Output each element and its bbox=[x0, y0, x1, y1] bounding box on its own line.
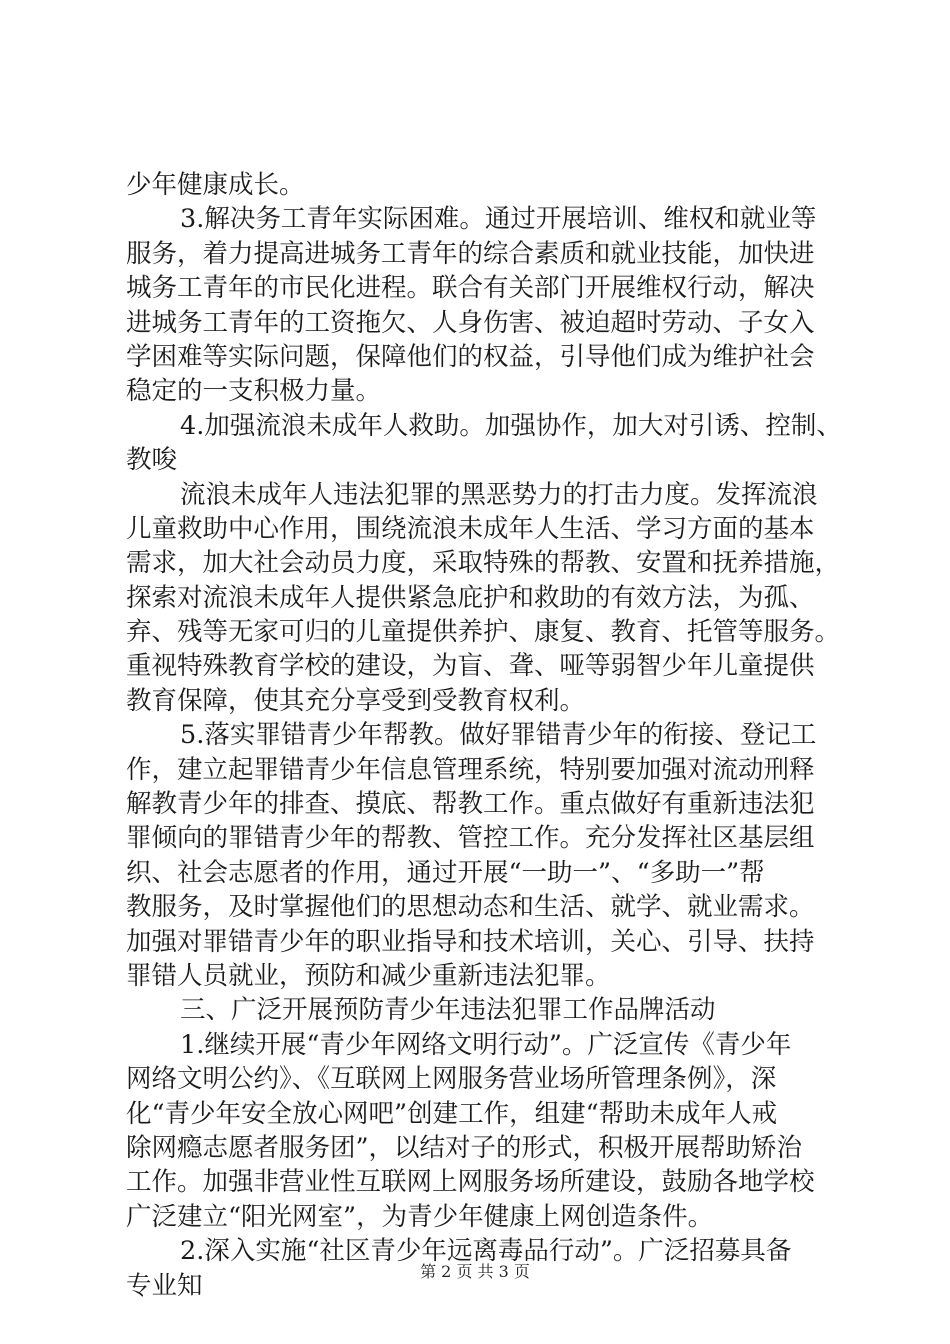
text-line: 学困难等实际问题，保障他们的权益，引导他们成为维护社会 bbox=[126, 341, 815, 372]
text-line: 专业知 bbox=[126, 1270, 203, 1301]
text-line: 2.深入实施“社区青少年远离毒品行动”。广泛招募具备 bbox=[180, 1236, 792, 1267]
text-line: 工作。加强非营业性互联网上网服务场所建设，鼓励各地学校 bbox=[126, 1167, 815, 1198]
text-line: 罪倾向的罪错青少年的帮教、管控工作。充分发挥社区基层组 bbox=[126, 823, 815, 854]
text-line: 化“青少年安全放心网吧”创建工作，组建“帮助未成年人戒 bbox=[126, 1098, 778, 1129]
text-line: 弃、残等无家可归的儿童提供养护、康复、教育、托管等服务。 bbox=[126, 617, 841, 648]
text-line: 广泛建立“阳光网室”，为青少年健康上网创造条件。 bbox=[126, 1201, 714, 1232]
text-line: 解教青少年的排查、摸底、帮教工作。重点做好有重新违法犯 bbox=[126, 789, 815, 820]
text-line: 重视特殊教育学校的建设，为盲、聋、哑等弱智少年儿童提供 bbox=[126, 651, 815, 682]
text-line: 教唆 bbox=[126, 445, 178, 476]
text-line: 三、广泛开展预防青少年违法犯罪工作品牌活动 bbox=[180, 995, 716, 1026]
text-line: 罪错人员就业，预防和减少重新违法犯罪。 bbox=[126, 960, 611, 991]
text-line: 加强对罪错青少年的职业指导和技术培训，关心、引导、扶持 bbox=[126, 926, 815, 957]
text-line: 少年健康成长。 bbox=[126, 170, 305, 200]
document-body bbox=[126, 168, 842, 1303]
text-line: 教服务，及时掌握他们的思想动态和生活、就学、就业需求。 bbox=[126, 892, 815, 923]
text-line: 1.继续开展“青少年网络文明行动”。广泛宣传《青少年 bbox=[180, 1029, 792, 1060]
text-line: 稳定的一支积极力量。 bbox=[126, 376, 382, 407]
text-line: 需求，加大社会动员力度，采取特殊的帮教、安置和抚养措施， bbox=[126, 548, 841, 579]
text-line: 探索对流浪未成年人提供紧急庇护和救助的有效方法，为孤、 bbox=[126, 582, 815, 613]
text-line: 3.解决务工青年实际困难。通过开展培训、维权和就业等 bbox=[180, 204, 817, 235]
text-line: 网络文明公约》、《互联网上网服务营业场所管理条例》，深 bbox=[126, 1064, 777, 1095]
text-line: 除网瘾志愿者服务团”，以结对子的形式，积极开展帮助矫治 bbox=[126, 1132, 803, 1163]
text-line: 服务，着力提高进城务工青年的综合素质和就业技能，加快进 bbox=[126, 238, 815, 269]
text-line: 城务工青年的市民化进程。联合有关部门开展维权行动，解决 bbox=[126, 273, 815, 304]
text-line: 4.加强流浪未成年人救助。加强协作，加大对引诱、控制、 bbox=[180, 410, 842, 441]
text-line: 作，建立起罪错青少年信息管理系统，特别要加强对流动刑释 bbox=[126, 754, 815, 785]
text-line: 进城务工青年的工资拖欠、人身伤害、被迫超时劳动、子女入 bbox=[126, 307, 815, 338]
text-line: 儿童救助中心作用，围绕流浪未成年人生活、学习方面的基本 bbox=[126, 513, 815, 544]
text-line: 5.落实罪错青少年帮教。做好罪错青少年的衔接、登记工 bbox=[180, 720, 817, 751]
page-footer: 第 2 页 共 3 页 bbox=[420, 1262, 530, 1281]
text-line: 流浪未成年人违法犯罪的黑恶势力的打击力度。发挥流浪 bbox=[180, 479, 818, 510]
text-line: 织、社会志愿者的作用，通过开展“一助一”、“多助一”帮 bbox=[126, 857, 765, 888]
text-line: 教育保障，使其充分享受到受教育权利。 bbox=[126, 685, 586, 716]
